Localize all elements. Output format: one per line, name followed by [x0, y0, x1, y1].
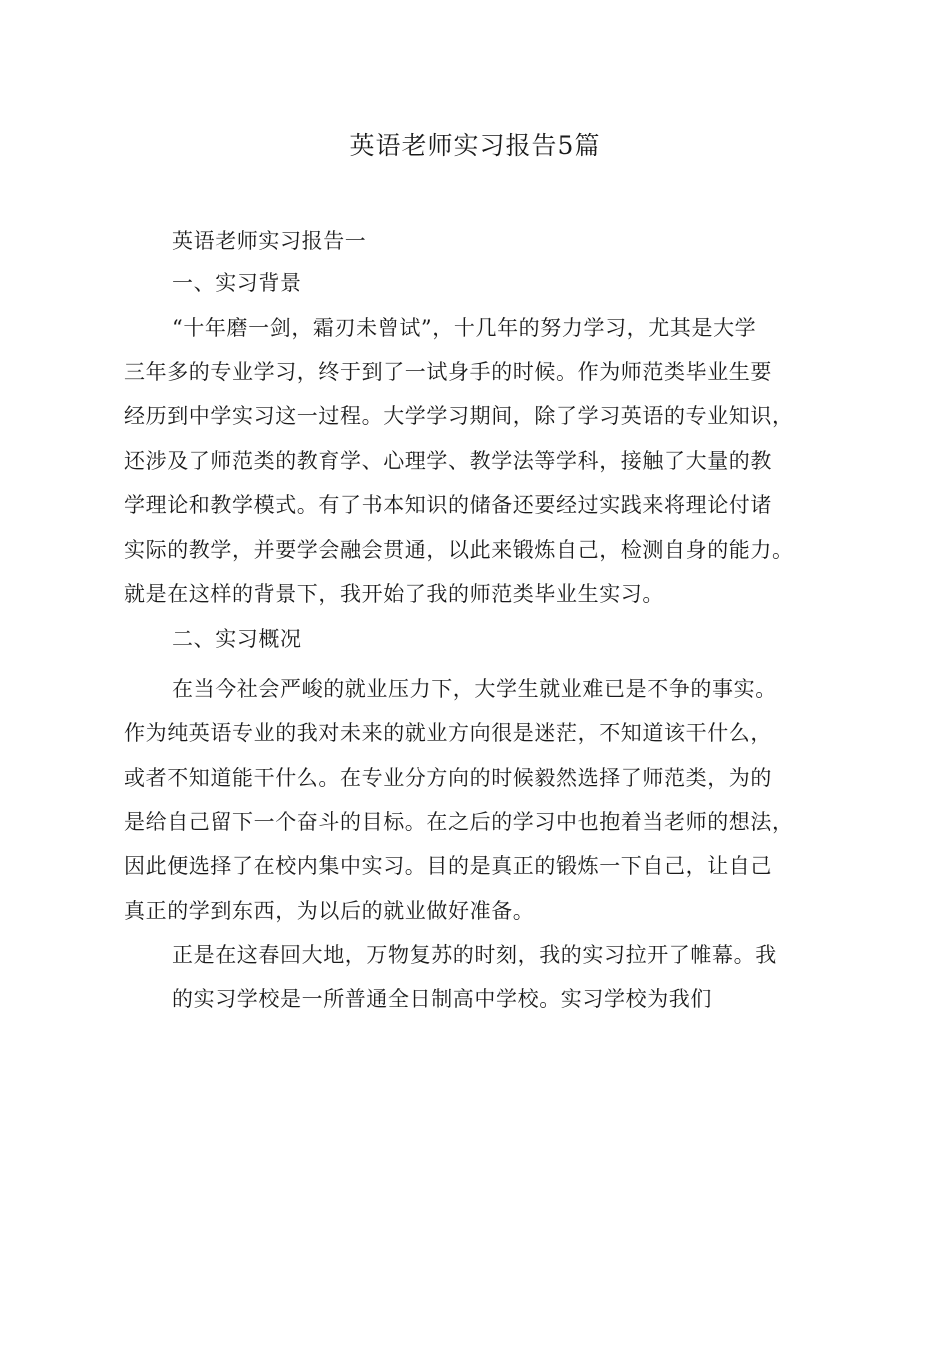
paragraph-line: 作为纯英语专业的我对未来的就业方向很是迷茫，不知道该干什么，: [124, 721, 772, 745]
paragraph-line: “十年磨一剑，霜刃未曾试”，十几年的努力学习，尤其是大学: [172, 316, 757, 340]
paragraph-line: 学理论和教学模式。有了书本知识的储备还要经过实践来将理论付诸: [124, 493, 772, 517]
paragraph-line: 经历到中学实习这一过程。大学学习期间，除了学习英语的专业知识，: [124, 404, 794, 428]
paragraph-line: 在当今社会严峻的就业压力下，大学生就业难已是不争的事实。: [172, 677, 777, 701]
section-title: 英语老师实习报告一: [172, 229, 367, 253]
paragraph-line: 实际的教学，并要学会融会贯通，以此来锻炼自己，检测自身的能力。: [124, 538, 794, 562]
paragraph-line: 因此便选择了在校内集中实习。目的是真正的锻炼一下自己，让自己: [124, 854, 772, 878]
document-title: 英语老师实习报告5篇: [349, 131, 601, 160]
heading-background: 一、实习背景: [172, 271, 302, 295]
paragraph-line: 真正的学到东西，为以后的就业做好准备。: [124, 899, 535, 923]
paragraph-line: 或者不知道能干什么。在专业分方向的时候毅然选择了师范类，为的: [124, 766, 772, 790]
paragraph-line: 还涉及了师范类的教育学、心理学、教学法等学科，接触了大量的教: [124, 449, 772, 473]
paragraph-line: 就是在这样的背景下，我开始了我的师范类毕业生实习。: [124, 582, 664, 606]
paragraph-line: 的实习学校是一所普通全日制高中学校。实习学校为我们: [172, 987, 712, 1011]
paragraph-line: 是给自己留下一个奋斗的目标。在之后的学习中也抱着当老师的想法，: [124, 810, 794, 834]
paragraph-line: 正是在这春回大地，万物复苏的时刻，我的实习拉开了帷幕。我: [172, 943, 777, 967]
paragraph-line: 三年多的专业学习，终于到了一试身手的时候。作为师范类毕业生要: [124, 360, 772, 384]
heading-overview: 二、实习概况: [172, 627, 302, 651]
